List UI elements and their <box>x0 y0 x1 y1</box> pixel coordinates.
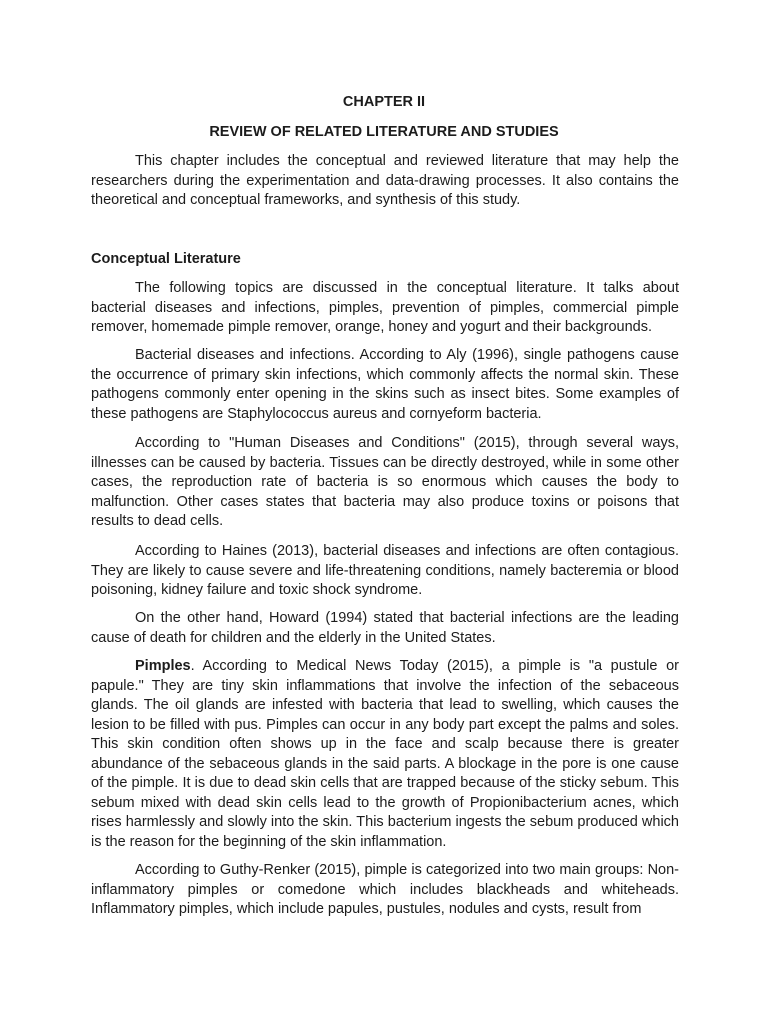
paragraph-7: According to Guthy-Renker (2015), pimple is categorized into two main groups: Non-inflammatory pimples or comedone which includes blackheads and whiteheads. Inflammatory pimples, which include papules, pustules, nodules and cysts, result from <box>91 862 679 917</box>
paragraph-2: Bacterial diseases and infections. According to Aly (1996), single pathogens cause the occurrence of primary skin infections, which commonly affects the normal skin. These pathogens commonly enter opening in the skins such as insect bites. Some examples of these pathogens are Staphylococcus aureus and cornyeform bacteria. <box>91 347 679 422</box>
pimples-lead: Pimples <box>135 658 191 674</box>
intro-paragraph: This chapter includes the conceptual and reviewed literature that may help the researchers during the experimentation and data-drawing processes. It also contains the theoretical and conceptual frameworks, and synthesis of this study. <box>91 153 679 208</box>
paragraph-6 <box>91 657 679 852</box>
paragraph-1: The following topics are discussed in the conceptual literature. It talks about bacterial diseases and infections, pimples, prevention of pimples, commercial pimple remover, homemade pimple remover, orange, honey and yogurt and their backgrounds. <box>91 280 679 335</box>
paragraph-3: According to "Human Diseases and Conditions" (2015), through several ways, illnesses can be caused by bacteria. Tissues can be directly destroyed, while in some other cases, the reproduction rate of bacteria is so enormous which causes the body to malfunction. Other cases states that bacteria may also produce toxins or poisons that results to dead cells. <box>91 435 679 529</box>
chapter-title: CHAPTER II <box>342 94 426 110</box>
paragraph-6-body: . According to Medical News Today (2015), a pimple is "a pustule or papule." They are tiny skin inflammations that involve the infection of the sebaceous glands. The oil glands are infested with bacteria that lead to swelling, which causes the lesion to be filled with pus. Pimples can occur in any body part except the palms and soles. This skin condition often shows up in the face and scalp because there is greater abundance of the sebaceous glands in the said parts. A blockage in the pore is one cause of the pimple. It is due to dead skin cells that are trapped because of the sticky sebum. This sebum mixed with dead skin cells lead to the growth of Propionibacterium acnes, which rises harmlessly and slowly into the skin. This bacterium ingests the sebum produced which is the reason for the beginning of the skin inflammation. <box>91 658 679 850</box>
document-title: REVIEW OF RELATED LITERATURE AND STUDIES <box>209 124 559 140</box>
paragraph-4: According to Haines (2013), bacterial diseases and infections are often contagious. They are likely to cause severe and life-threatening conditions, namely bacteremia or blood poisoning, kidney failure and toxic shock syndrome. <box>91 543 679 598</box>
paragraph-5: On the other hand, Howard (1994) stated that bacterial infections are the leading cause of death for children and the elderly in the United States. <box>91 610 679 646</box>
section-heading: Conceptual Literature <box>91 251 241 267</box>
